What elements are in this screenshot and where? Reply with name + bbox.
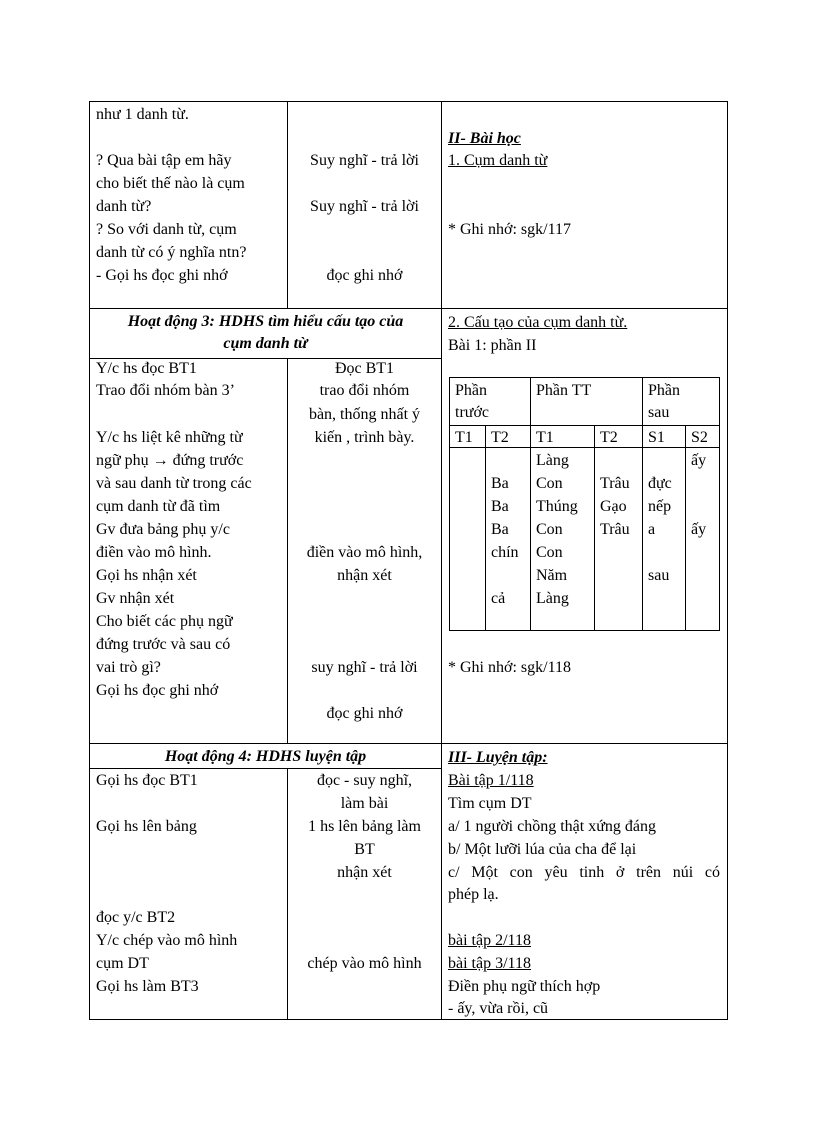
teacher-text: Y/c hs đọc BT1 xyxy=(96,360,197,377)
table-border-right xyxy=(727,101,728,1020)
teacher-text: như 1 danh từ. xyxy=(96,106,189,123)
student-text: 1 hs lên bảng làm xyxy=(308,818,421,835)
model-border xyxy=(530,377,531,631)
lesson-heading: II- Bài học xyxy=(448,130,521,147)
student-text: Suy nghĩ - trả lời xyxy=(310,152,419,169)
lesson-subheading: 1. Cụm danh từ xyxy=(448,152,548,169)
teacher-text: Gọi hs đọc ghi nhớ xyxy=(96,682,219,699)
activity-heading: cụm danh từ xyxy=(223,335,308,352)
model-cell: chín xyxy=(491,544,519,561)
teacher-text: Gv nhận xét xyxy=(96,590,175,607)
model-group-header: Phần trước xyxy=(455,382,490,421)
lesson-subheading: 2. Cấu tạo của cụm danh từ. xyxy=(448,314,628,331)
row-divider xyxy=(89,743,728,744)
teacher-text: đứng trước và sau có xyxy=(96,636,231,653)
exercise-text: Điền phụ ngữ thích hợp xyxy=(448,978,601,995)
model-cell: Ba xyxy=(491,521,509,538)
teacher-text: Y/c hs liệt kê những từ xyxy=(96,429,243,446)
model-cell: Thúng xyxy=(536,498,578,515)
model-border xyxy=(449,377,450,631)
teacher-text: vai trò gì? xyxy=(96,659,161,676)
model-cell: Làng xyxy=(536,590,569,607)
model-cell: Con xyxy=(536,521,563,538)
model-cell: Năm xyxy=(536,567,568,584)
activity-heading: Hoạt động 4: HDHS luyện tập xyxy=(164,748,367,765)
student-text: bàn, thống nhất ý xyxy=(308,406,421,423)
model-cell: Trâu xyxy=(600,521,630,538)
model-border xyxy=(449,377,720,378)
exercise-text: - ấy, vừa rồi, cũ xyxy=(448,1000,549,1017)
model-cell: cả xyxy=(491,590,506,607)
student-text: Suy nghĩ - trả lời xyxy=(310,198,419,215)
exercise-label: Bài tập 1/118 xyxy=(448,772,534,789)
student-text: đọc - suy nghĩ, xyxy=(316,772,413,789)
table-border-bottom xyxy=(89,1019,728,1020)
teacher-text: Gv đưa bảng phụ y/c xyxy=(96,521,230,538)
teacher-text: danh từ? xyxy=(96,198,152,215)
note-text: * Ghi nhớ: sgk/118 xyxy=(448,659,571,676)
teacher-text: Trao đổi nhóm bàn 3’ xyxy=(96,382,235,399)
model-cell: Ba xyxy=(491,475,509,492)
table-border-left xyxy=(89,101,90,1020)
model-border xyxy=(449,630,720,631)
note-text: * Ghi nhớ: sgk/117 xyxy=(448,221,571,238)
teacher-text: Y/c chép vào mô hình xyxy=(96,932,238,949)
student-text: BT xyxy=(354,841,375,858)
model-cell: ấy xyxy=(691,521,707,538)
model-sub-header: S2 xyxy=(691,429,708,446)
model-cell: Gạo xyxy=(600,498,627,515)
teacher-text: Gọi hs nhận xét xyxy=(96,567,197,584)
model-cell: đực xyxy=(648,475,672,492)
model-cell: ấy xyxy=(691,452,707,469)
model-border xyxy=(485,425,486,631)
teacher-text: ? Qua bài tập em hãy xyxy=(96,152,232,169)
exercise-text: b/ Một lưỡi lúa của cha để lại xyxy=(448,841,637,858)
teacher-text: Cho biết các phụ ngữ xyxy=(96,613,233,630)
model-border xyxy=(642,377,643,631)
column-divider xyxy=(441,101,442,1020)
model-border xyxy=(719,377,720,631)
student-text: nhận xét xyxy=(337,864,392,881)
teacher-text: ngữ phụ → đứng trước xyxy=(96,452,244,469)
teacher-text: danh từ có ý nghĩa ntn? xyxy=(96,244,247,261)
teacher-text: - Gọi hs đọc ghi nhớ xyxy=(96,267,228,284)
exercise-text: a/ 1 người chồng thật xứng đáng xyxy=(448,818,656,835)
student-text: Đọc BT1 xyxy=(334,360,395,377)
teacher-text: và sau danh từ trong các xyxy=(96,475,252,492)
student-text: nhận xét xyxy=(337,567,392,584)
teacher-text: ? So với danh từ, cụm xyxy=(96,221,237,238)
model-cell: Con xyxy=(536,544,563,561)
student-text: trao đổi nhóm xyxy=(319,382,410,399)
exercise-label: Bài 1: phần II xyxy=(448,337,537,354)
heading-divider xyxy=(89,768,441,769)
student-text: kiến , trình bày. xyxy=(314,429,415,446)
table-border-top xyxy=(89,101,728,102)
model-cell: a xyxy=(648,521,656,538)
model-cell: sau xyxy=(648,567,670,584)
exercise-text: c/ Một con yêu tinh ở trên núi có xyxy=(448,864,720,881)
model-sub-header: T1 xyxy=(455,429,473,446)
model-cell: nếp xyxy=(648,498,672,515)
teacher-text: cho biết thế nào là cụm xyxy=(96,175,245,192)
model-cell: Ba xyxy=(491,498,509,515)
student-text: chép vào mô hình xyxy=(307,955,422,972)
teacher-text: Gọi hs làm BT3 xyxy=(96,978,199,995)
row-divider xyxy=(89,308,728,309)
exercise-label: bài tập 3/118 xyxy=(448,955,531,972)
lesson-heading: III- Luyện tập: xyxy=(448,749,548,766)
model-sub-header: T2 xyxy=(600,429,618,446)
teacher-text: cụm DT xyxy=(96,955,149,972)
model-cell: Con xyxy=(536,475,563,492)
model-group-header: Phần TT xyxy=(536,382,592,399)
teacher-text: Gọi hs lên bảng xyxy=(96,818,197,835)
model-sub-header: T2 xyxy=(491,429,509,446)
teacher-text: Gọi hs đọc BT1 xyxy=(96,772,198,789)
student-text: làm bài xyxy=(340,795,389,812)
student-text: đọc ghi nhớ xyxy=(326,705,403,722)
student-text: đọc ghi nhớ xyxy=(326,267,403,284)
exercise-label: bài tập 2/118 xyxy=(448,932,531,949)
model-cell: Trâu xyxy=(600,475,630,492)
exercise-text: Tìm cụm DT xyxy=(448,795,532,812)
student-text: suy nghĩ - trả lời xyxy=(311,659,418,676)
student-text: điền vào mô hình, xyxy=(306,544,423,561)
model-border xyxy=(449,447,720,448)
model-border xyxy=(594,425,595,631)
model-sub-header: T1 xyxy=(536,429,554,446)
model-group-header: Phần sau xyxy=(648,382,680,421)
teacher-text: đọc y/c BT2 xyxy=(96,909,176,926)
teacher-text: điền vào mô hình. xyxy=(96,544,212,561)
exercise-text: phép lạ. xyxy=(448,886,499,903)
activity-heading: Hoạt động 3: HDHS tìm hiểu cấu tạo của xyxy=(127,313,404,330)
model-sub-header: S1 xyxy=(648,429,665,446)
teacher-text: cụm danh từ đã tìm xyxy=(96,498,221,515)
model-border xyxy=(449,425,720,426)
model-cell: Làng xyxy=(536,452,569,469)
model-border xyxy=(685,425,686,631)
